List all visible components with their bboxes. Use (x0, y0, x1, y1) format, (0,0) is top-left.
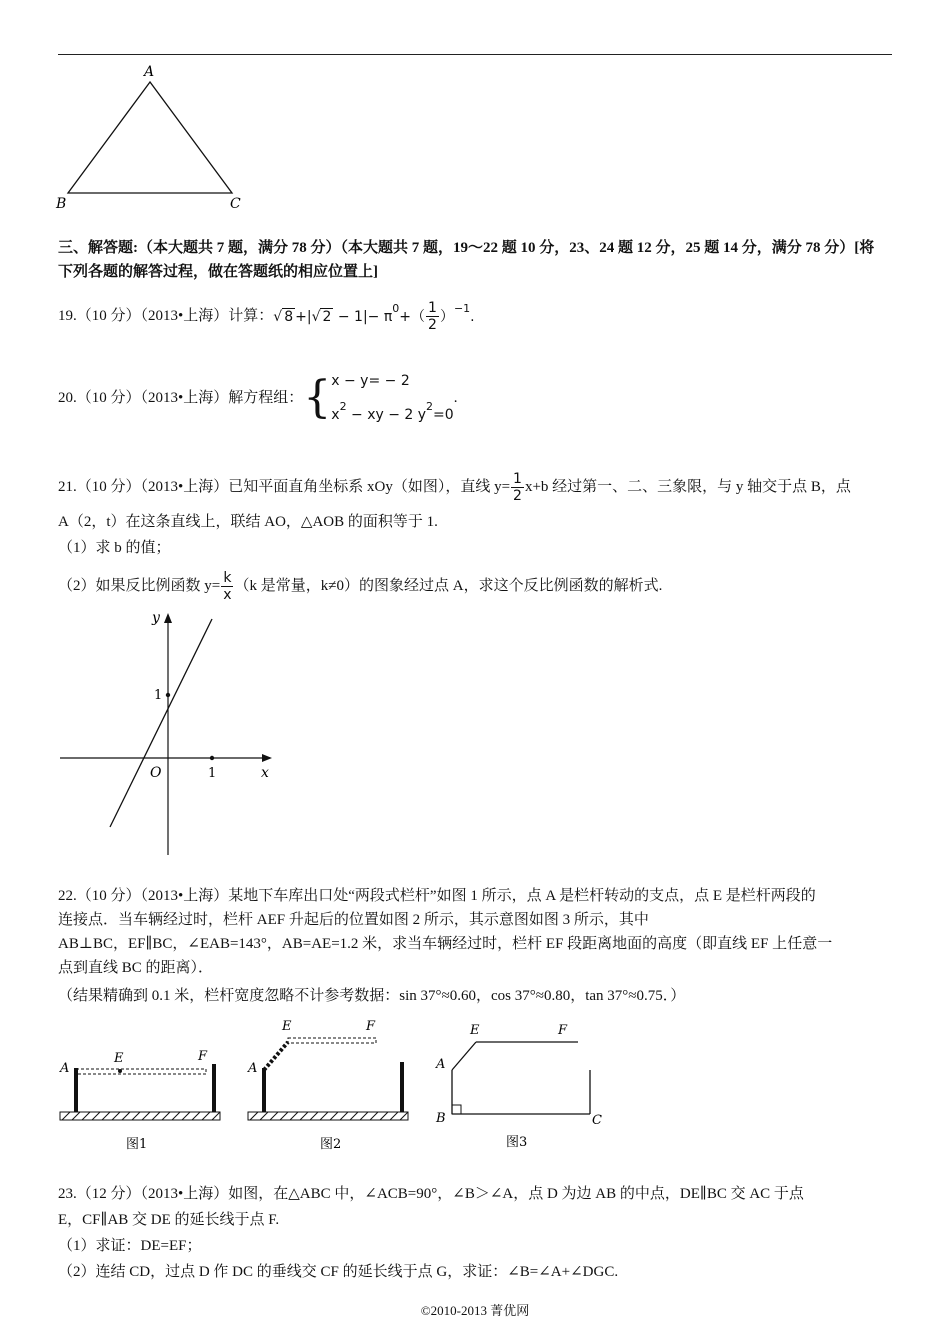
q19-expression: √ 8 +|√ $2 - 1|- \pi^0+$（ $\frac{1}{2}$ ）$^{-1}$. (273, 300, 475, 334)
fig2-label-a: A (248, 1061, 258, 1076)
fig1-label-a: A (60, 1061, 70, 1076)
q20-eq1: x − y= − 2 (331, 373, 410, 389)
question-21-part2: （2）如果反比例函数 y= $\frac{k}{x}$ （k 是常量，k≠0）的图象经过点 A，求这个反比例函数的解析式. (58, 569, 663, 603)
fig2-caption: 图2 (320, 1137, 342, 1152)
fig3-label-b: B (436, 1111, 446, 1126)
fig3-label-f: F (558, 1023, 568, 1038)
question-22-line4: 点到直线 BC 的距离）． (58, 960, 214, 976)
fig3-caption: 图3 (506, 1135, 528, 1150)
question-21-line2: A（2，t）在这条直线上，联结 AO，△AOB 的面积等于 1. (58, 514, 438, 530)
fig2-label-f: F (366, 1019, 376, 1034)
question-19 (58, 300, 892, 332)
question-22-line1: 22.（10 分）（2013•上海）某地下车库出口处“两段式栏杆”如图 1 所示，点 A 是栏杆转动的支点，点 E 是栏杆两段的 (58, 888, 816, 904)
figure-1 (56, 1040, 226, 1155)
question-23-line2: E，CF∥AB 交 DE 的延长线于点 F. (58, 1212, 280, 1228)
question-23-part2: （2）连结 CD，过点 D 作 DC 的垂线交 CF 的延长线于点 G，求证：∠B=∠A+∠DGC. (58, 1264, 619, 1280)
footer-copyright: ©2010-2013 菁优网 (420, 1303, 530, 1318)
graph-y-label: y (152, 610, 160, 626)
q20-system (331, 368, 453, 428)
triangle-label-b: B (56, 196, 67, 212)
q20-prefix: 20.（10 分）（2013•上海）解方程组： (58, 390, 304, 406)
graph-origin: O (150, 765, 162, 781)
triangle-label-a: A (144, 64, 155, 80)
fig1-label-e: E (114, 1051, 124, 1066)
q20-eq2: $x^2$ − xy − 2 $y^2=0$ (331, 400, 454, 423)
fig3-label-e: E (470, 1023, 480, 1038)
graph-tick-y: 1 (154, 688, 163, 703)
question-23-line1: 23.（12 分）（2013•上海）如图，在△ABC 中，∠ACB=90°，∠B＞∠A，点 D 为边 AB 的中点，DE∥BC 交 AC 于点 (58, 1186, 804, 1202)
question-21-line1: 21.（10 分）（2013•上海）已知平面直角坐标系 xOy（如图），直线 y= $\frac{1}{2}$ x+b 经过第一、二、三象限，与 y 轴交于点 B，点 (58, 470, 851, 504)
fig1-caption: 图1 (126, 1137, 148, 1152)
question-22-line5: （结果精确到 0.1 米，栏杆宽度忽略不计参考数据：sin 37°≈0.60，cos 37°≈0.80，tan 37°≈0.75．） (58, 988, 686, 1004)
section-heading-line2: 下列各题的解答过程，做在答题纸的相应位置上] (58, 264, 378, 280)
triangle-figure (50, 60, 250, 212)
fig2-label-e: E (282, 1019, 292, 1034)
figure-2 (244, 1012, 414, 1155)
question-22-line3: AB⊥BC，EF∥BC，∠EAB=143°，AB=AE=1.2 米，求当车辆经过时，栏杆 EF 段距离地面的高度（即直线 EF 上任意一 (58, 936, 833, 952)
figure-3 (430, 1012, 610, 1155)
question-23-part1: （1）求证：DE=EF； (58, 1238, 202, 1254)
triangle-label-c: C (230, 196, 241, 212)
fig3-label-a: A (436, 1057, 446, 1072)
fig3-label-c: C (592, 1113, 602, 1128)
q20-brace: { (303, 372, 332, 423)
question-21-part1: （1）求 b 的值； (58, 540, 171, 556)
question-22-line2: 连接点．当车辆经过时，栏杆 AEF 升起后的位置如图 2 所示，其示意图如图 3 所示，其中 (58, 912, 649, 928)
section-heading-line1: 三、解答题:（本大题共 7 题，满分 78 分）（本大题共 7 题，19～22 题 10 分，23、24 题 12 分，25 题 14 分，满分 78 分）[将 (58, 240, 875, 256)
question-20: 20.（10 分）（2013•上海）解方程组： { x − y= − 2 $x^2$ − xy − 2 $y^2=0$ . (58, 370, 892, 426)
coordinate-graph (50, 605, 290, 860)
graph-x-label: x (261, 765, 269, 781)
graph-tick-x: 1 (208, 766, 217, 781)
q19-prefix: 19.（10 分）（2013•上海）计算： (58, 308, 274, 324)
fig1-label-f: F (198, 1049, 208, 1064)
header-rule (58, 54, 892, 55)
